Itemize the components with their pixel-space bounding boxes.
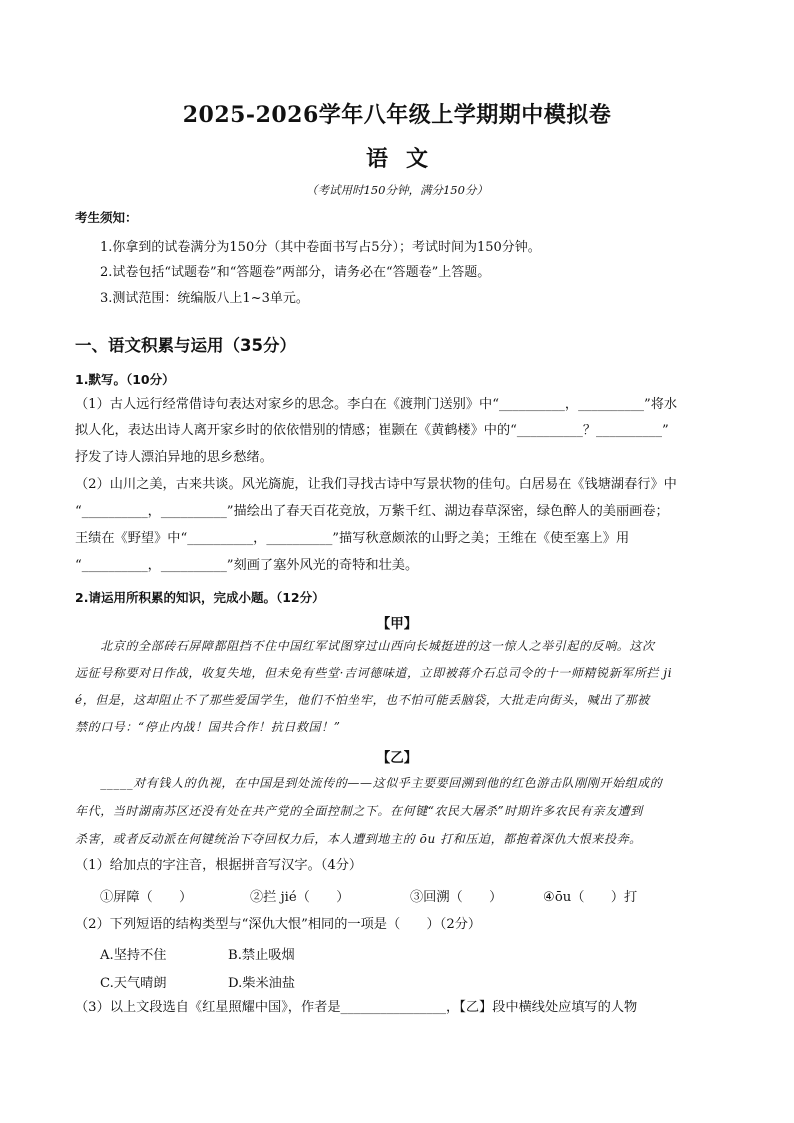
pinyin-item: ④ōu（ ）打 [543, 890, 638, 905]
notice-item: 2.试卷包括“试题卷”和“答题卷”两部分，请务必在“答题卷”上答题。 [100, 265, 491, 280]
option-b: B.禁止吸烟 [228, 948, 295, 963]
sub-question: （2）下列短语的结构类型与“深仇大恨”相同的一项是（ ）（2分） [75, 917, 482, 932]
question-heading: 2.请运用所积累的知识，完成小题。（12分） [75, 590, 325, 605]
notice-heading: 考生须知： [75, 210, 138, 225]
question-line: 拟人化，表达出诗人离开家乡时的依依惜别的情感；崔颢在《黄鹤楼》中的“__________？__________” [75, 423, 669, 438]
passage-line: _____对有钱人的仇视，在中国是到处流传的——这似乎主要要回溯到他的红色游击队刚刚开始组成的 [75, 776, 663, 790]
question-line: “__________，__________”描绘出了春天百花竞放，万紫千红、湖边春草深密，绿色醉人的美丽画卷； [75, 504, 669, 519]
question-line: 抒发了诗人漂泊异地的思乡愁绪。 [75, 450, 273, 465]
passage-line: 年代，当时湖南苏区还没有处在共产党的全面控制之下。在何键“农民大屠杀”时期许多农民有亲友遭到 [75, 804, 643, 818]
question-line: “__________，__________”刻画了塞外风光的奇特和壮美。 [75, 558, 419, 573]
option-c: C.天气晴朗 [100, 976, 167, 991]
passage-line: 远征号称要对日作战，收复失地，但未免有些堂·吉诃德味道，立即被蒋介石总司令的十一师精锐新军所拦 ji [75, 666, 673, 680]
passage-yi-title: 【乙】 [376, 750, 418, 766]
passage-line: 杀害，或者反动派在何键统治下夺回权力后，本人遭到地主的 ōu 打和压迫，都抱着深仇大恨来投奔。 [75, 832, 642, 846]
question-heading: 1.默写。（10分） [75, 372, 175, 387]
pinyin-item: ③回溯（ ） [410, 890, 503, 905]
sub-question: （3）以上文段选自《红星照耀中国》，作者是________________，【乙】段中横线处应填写的人物 [75, 1000, 638, 1015]
passage-line: 禁的口号：“停止内战！国共合作！抗日救国！” [75, 720, 341, 734]
passage-line: é，但是，这却阻止不了那些爱国学生，他们不怕坐牢，也不怕可能丢脑袋，大批走向街头，喊出了那被 [75, 693, 650, 707]
section-heading: 一、语文积累与运用（35分） [75, 336, 296, 355]
passage-line: 北京的全部砖石屏障都阻挡不住中国红军试图穿过山西向长城挺进的这一惊人之举引起的反响。这次 [75, 639, 655, 653]
pinyin-item: ②拦 jié（ ） [250, 890, 350, 905]
pinyin-item: ①屏障（ ） [100, 890, 193, 905]
option-a: A.坚持不住 [100, 948, 167, 963]
passage-jia-title: 【甲】 [376, 616, 418, 632]
question-line: （2）山川之美，古来共谈。风光旖旎，让我们寻找古诗中写景状物的佳句。白居易在《钱塘湖春行》中 [75, 477, 677, 492]
exam-title: 2025-2026学年八年级上学期期中模拟卷 [182, 102, 612, 128]
subject-title: 语文 [365, 146, 446, 172]
question-line: （1）古人远行经常借诗句表达对家乡的思念。李白在《渡荆门送别》中“__________，__________”将水 [75, 397, 678, 412]
sub-question: （1）给加点的字注音，根据拼音写汉字。（4分） [75, 858, 363, 873]
exam-time-note: （考试用时150分钟，满分150分） [306, 183, 488, 197]
notice-item: 3.测试范围：统编版八上1~3单元。 [100, 291, 309, 306]
option-d: D.柴米油盐 [228, 976, 296, 991]
notice-item: 1.你拿到的试卷满分为150分（其中卷面书写占5分）；考试时间为150分钟。 [100, 240, 541, 255]
question-line: 王绩在《野望》中“__________，__________”描写秋意颇浓的山野之美；王维在《使至塞上》用 [75, 531, 630, 546]
